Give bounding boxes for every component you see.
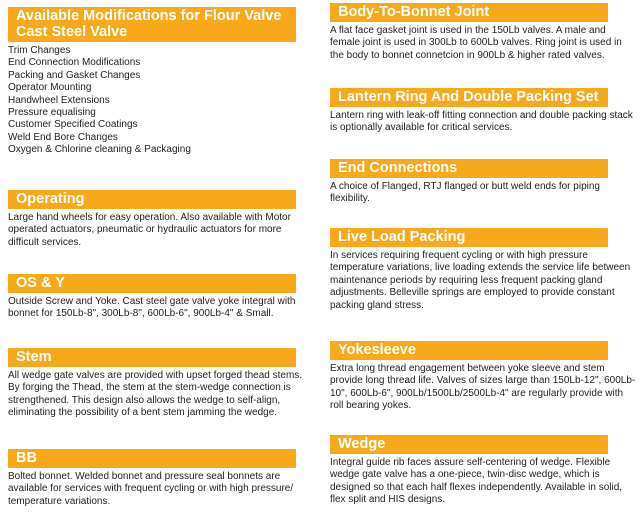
stem-heading: Stem <box>8 348 296 367</box>
yokesleeve-text: Extra long thread engagement between yoke sleeve and stem provide long thread life. Valves of sizes large than 150Lb-12", 600Lb-10", 600Lb-6", 900Lb/1500Lb/2500Lb-4" are regularly provide with roll bearing yokes. <box>330 363 636 412</box>
end-connections-text: A choice of Flanged, RTJ flanged or butt weld ends for piping flexibility. <box>330 181 600 205</box>
yokesleeve-heading: Yokesleeve <box>330 341 608 360</box>
yokesleeve-section <box>330 341 636 413</box>
stem-section <box>8 348 304 420</box>
lantern-text: Lantern ring with leak-off fitting connection and double packing stack is optionally available for critical services. <box>330 110 633 134</box>
modification-item: Oxygen & Chlorine cleaning & Packaging <box>8 144 191 156</box>
operating-section <box>8 190 304 249</box>
modification-item: End Connection Modifications <box>8 57 141 69</box>
bb-text: Bolted bonnet. Welded bonnet and pressure seal bonnets are available for services with frequent cycling or with high pressure/ temperature variations. <box>8 471 294 507</box>
end-connections-section <box>330 159 636 206</box>
modifications-list <box>8 45 304 157</box>
body-bonnet-heading: Body-To-Bonnet Joint <box>330 3 608 22</box>
os-y-section <box>8 274 304 321</box>
live-load-text: In services requiring frequent cycling or with high pressure temperature variations, live loading extends the service life between maintenance periods by requiring less frequent packing gland adjustments. Belleville springs are employed to provide constant packing gland stress. <box>330 250 631 311</box>
wedge-heading: Wedge <box>330 435 608 454</box>
modification-item: Pressure equalising <box>8 107 96 119</box>
bb-section <box>8 449 304 508</box>
os-y-text: Outside Screw and Yoke. Cast steel gate valve yoke integral with bonnet for 150Lb-8", 300Lb-8", 600Lb-6", 900Lb-4" & Small. <box>8 296 296 320</box>
wedge-section <box>330 435 636 507</box>
os-y-heading: OS & Y <box>8 274 296 293</box>
live-load-section <box>330 228 636 312</box>
operating-heading: Operating <box>8 190 296 209</box>
wedge-text: Integral guide rib faces assure self-centering of wedge. Flexible wedge gate valve has a one-piece, twin-disc wedge, which is designed so that each half flexes independently. Available in solid, flex split and HIS designs. <box>330 457 623 506</box>
live-load-heading: Live Load Packing <box>330 228 608 247</box>
operating-text: Large hand wheels for easy operation. Also available with Motor operated actuators, pneumatic or hydraulic actuators for more difficult services. <box>8 212 291 248</box>
bb-heading: BB <box>8 449 296 468</box>
stem-text: All wedge gate valves are provided with upset forged thead stems. By forging the Thead, the stem at the stem-wedge connection is strengthened. This design also allows the wedge to self-align, eliminating the possibility of a bent stem jamming the wedge. <box>8 370 303 419</box>
modification-item: Operator Mounting <box>8 82 92 94</box>
lantern-section <box>330 88 636 135</box>
modifications-heading: Available Modifications for Flour Valve Cast Steel Valve <box>8 7 296 42</box>
modification-item: Handwheel Extensions <box>8 94 110 106</box>
body-bonnet-section <box>330 3 636 62</box>
modification-item: Packing and Gasket Changes <box>8 69 141 81</box>
modification-item: Customer Specified Coatings <box>8 119 138 131</box>
lantern-heading: Lantern Ring And Double Packing Set <box>330 88 608 107</box>
modifications-section <box>8 7 304 157</box>
body-bonnet-text: A flat face gasket joint is used in the 150Lb valves. A male and female joint is used in 300Lb to 600Lb valves. Ring joint is used in the body to bonnet connetcion in 900Lb & higher rated valves. <box>330 25 622 61</box>
modification-item: Weld End Bore Changes <box>8 131 118 143</box>
end-connections-heading: End Connections <box>330 159 608 178</box>
modification-item: Trim Changes <box>8 45 71 56</box>
